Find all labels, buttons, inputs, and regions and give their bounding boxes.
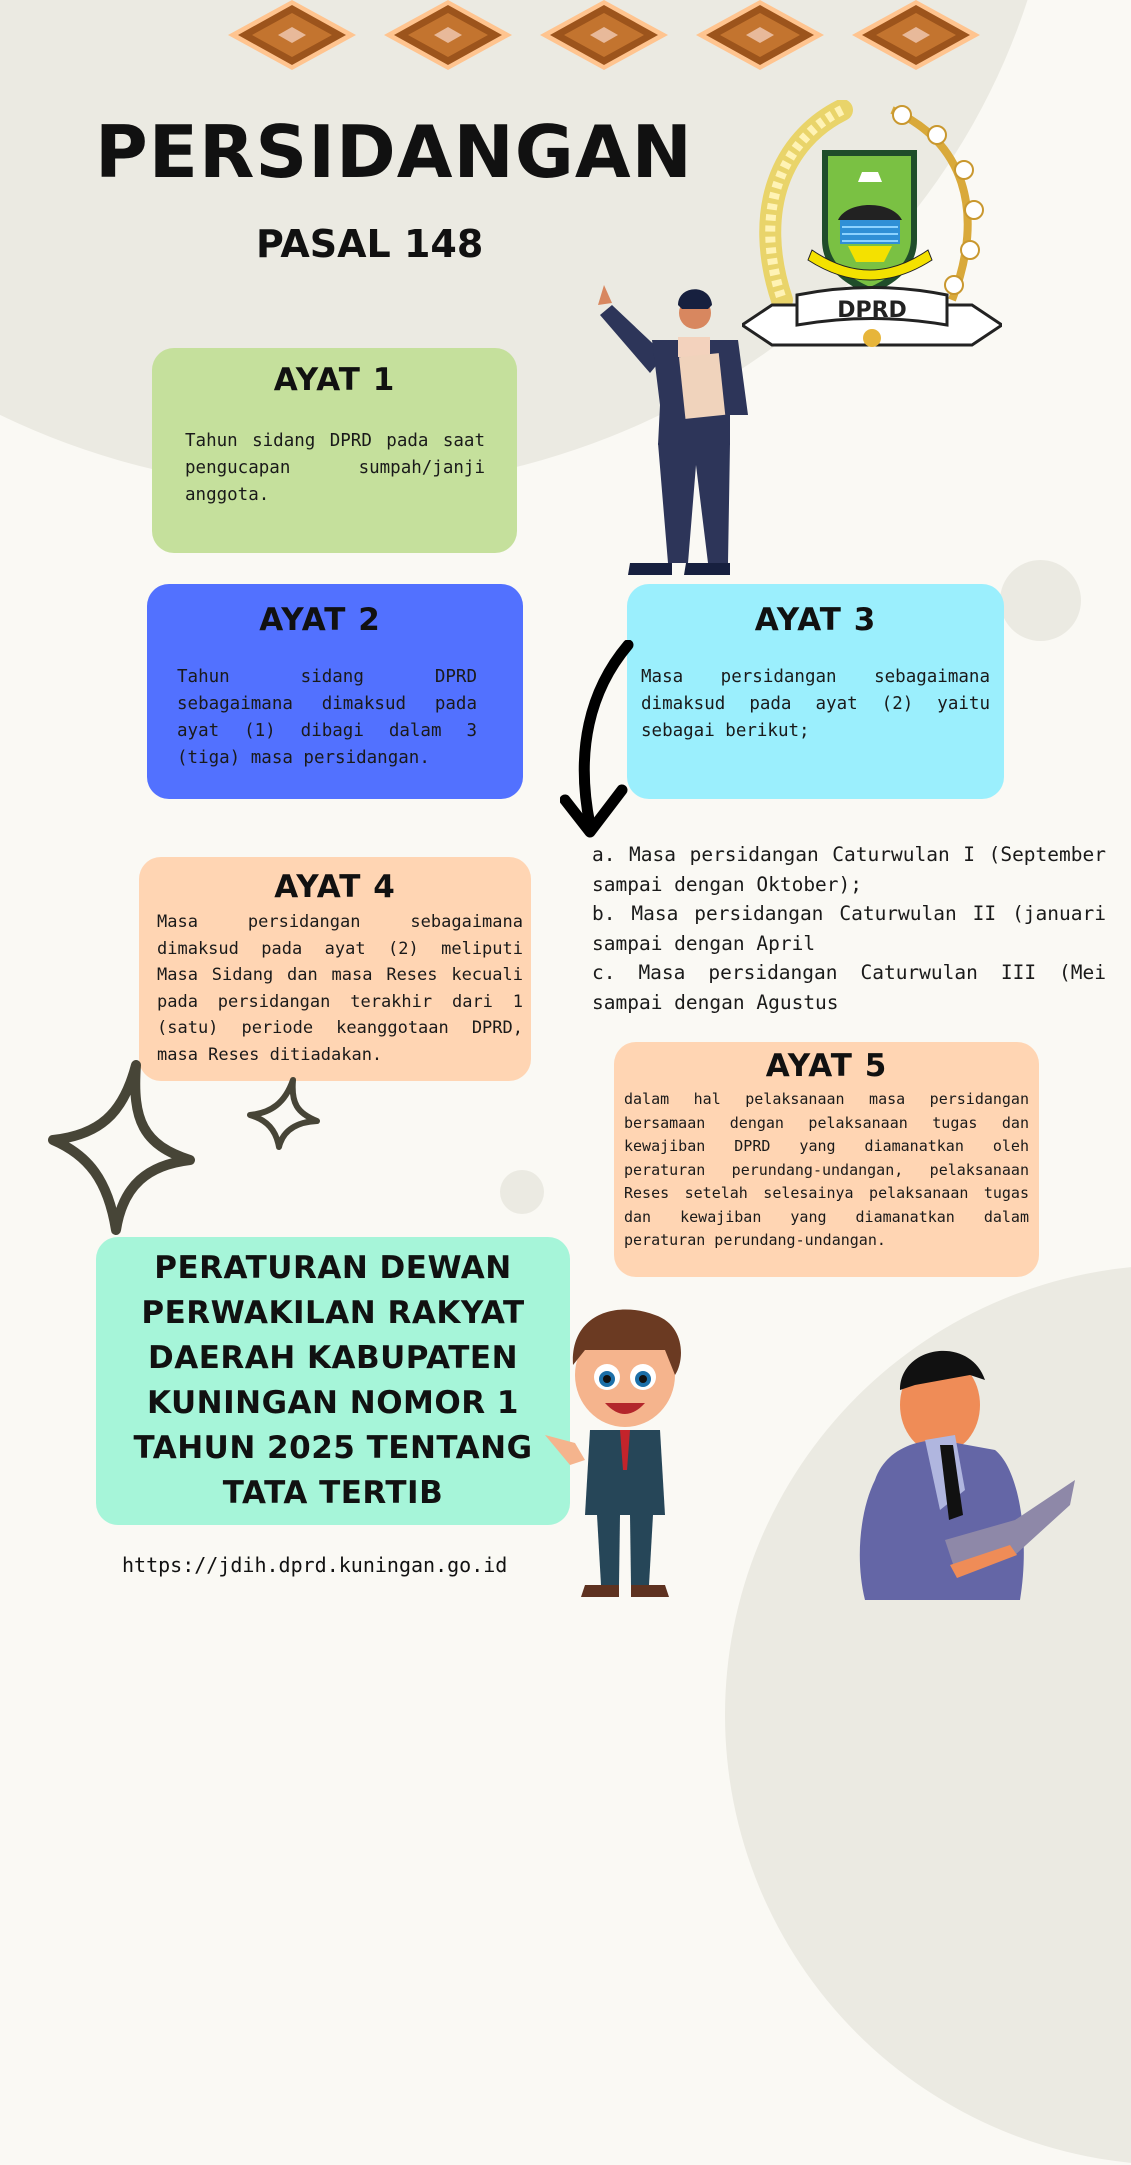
ayat-4-body: Masa persidangan sebagaimana dimaksud pada ayat (2) meliputi Masa Sidang dan masa Reses kecuali pada persidangan terakhir dari 1 (satu) periode keanggotaan DPRD, masa Reses ditiadakan. bbox=[157, 912, 523, 1065]
website-link[interactable]: https://jdih.dprd.kuningan.go.id bbox=[122, 1553, 508, 1577]
ayat-2-title: AYAT 2 bbox=[259, 602, 381, 638]
cartoon-presenter-illustration bbox=[545, 1305, 705, 1600]
diamond-ornament-icon bbox=[852, 0, 980, 70]
diamond-ornament-icon bbox=[540, 0, 668, 70]
list-item: a. Masa persidangan Caturwulan I (September sampai dengan Oktober); bbox=[592, 843, 1106, 896]
presenter-illustration bbox=[590, 285, 760, 580]
diamond-ornament-icon bbox=[696, 0, 824, 70]
ayat-3-body: Masa persidangan sebagaimana dimaksud pada ayat (2) yaitu sebagai berikut; bbox=[641, 667, 990, 741]
ayat-3-title: AYAT 3 bbox=[754, 602, 877, 638]
ayat-1-body: Tahun sidang DPRD pada saat pengucapan sumpah/janji anggota. bbox=[185, 431, 485, 505]
article-number: PASAL 148 bbox=[256, 222, 484, 266]
sparkle-large-icon bbox=[48, 1060, 198, 1235]
list-item: c. Masa persidangan Caturwulan III (Mei sampai dengan Agustus bbox=[592, 961, 1106, 1014]
curved-arrow-down-icon bbox=[560, 640, 640, 845]
sparkle-small-icon bbox=[245, 1075, 323, 1150]
ayat-3-card bbox=[627, 584, 1004, 799]
ayat-5-card bbox=[614, 1042, 1039, 1277]
list-item: b. Masa persidangan Caturwulan II (januari sampai dengan April bbox=[592, 902, 1106, 955]
svg-text:DPRD: DPRD bbox=[837, 298, 907, 323]
reader-illustration bbox=[845, 1340, 1085, 1600]
diamond-ornament-row bbox=[228, 0, 980, 70]
ayat-2-body: Tahun sidang DPRD sebagaimana dimaksud pada ayat (1) dibagi dalam 3 (tiga) masa persidangan. bbox=[177, 667, 477, 768]
ayat-5-title: AYAT 5 bbox=[765, 1048, 888, 1084]
ayat-5-body: dalam hal pelaksanaan masa persidangan bersamaan dengan pelaksanaan tugas dan kewajiban DPRD yang diamanatkan oleh peraturan perundang-undangan, pelaksanaan Reses setelah selesainya pelaksanaan tugas dan kewajiban yang diamanatkan dalam peraturan perundang-undangan. bbox=[624, 1090, 1029, 1249]
page-title: PERSIDANGAN bbox=[95, 110, 693, 194]
ayat-1-card bbox=[152, 348, 517, 553]
dprd-logo-icon bbox=[742, 100, 1002, 350]
ayat-1-title: AYAT 1 bbox=[273, 362, 396, 398]
diamond-ornament-icon bbox=[384, 0, 512, 70]
decor-circle-small bbox=[500, 1170, 544, 1214]
ayat-2-card bbox=[147, 584, 523, 799]
regulation-title-box bbox=[96, 1237, 570, 1525]
masa-persidangan-list bbox=[592, 840, 1106, 1017]
diamond-ornament-icon bbox=[228, 0, 356, 70]
decor-circle bbox=[1000, 560, 1081, 641]
ayat-4-title: AYAT 4 bbox=[274, 869, 396, 905]
ayat-4-card bbox=[139, 857, 531, 1081]
regulation-title: PERATURAN DEWAN PERWAKILAN RAKYAT DAERAH KABUPATEN KUNINGAN NOMOR 1 TAHUN 2025 TENTANG TATA TERTIB bbox=[133, 1250, 533, 1511]
